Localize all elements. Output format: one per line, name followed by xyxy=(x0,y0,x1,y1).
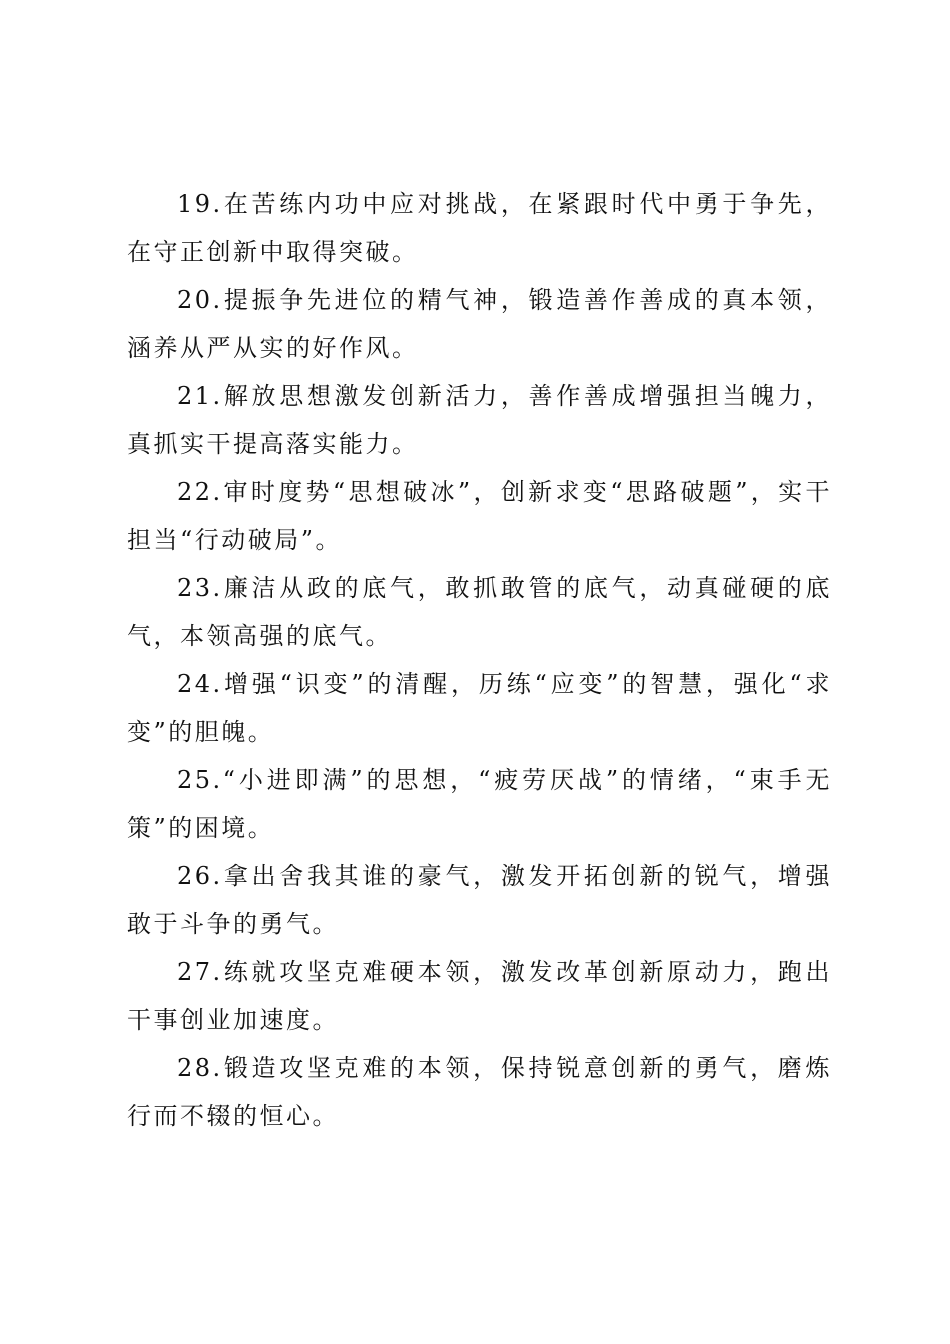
paragraph-27: 27.练就攻坚克难硬本领，激发改革创新原动力，跑出干事创业加速度。 xyxy=(127,958,832,1034)
paragraph-25: 25.“小进即满”的思想，“疲劳厌战”的情绪，“束手无策”的困境。 xyxy=(127,766,832,842)
document-body xyxy=(127,180,832,1140)
paragraph-22: 22.审时度势“思想破冰”，创新求变“思路破题”，实干担当“行动破局”。 xyxy=(127,478,832,554)
paragraph-24: 24.增强“识变”的清醒，历练“应变”的智慧，强化“求变”的胆魄。 xyxy=(127,670,832,746)
paragraph-26: 26.拿出舍我其谁的豪气，激发开拓创新的锐气，增强敢于斗争的勇气。 xyxy=(127,862,832,938)
paragraph-19: 19.在苦练内功中应对挑战，在紧跟时代中勇于争先，在守正创新中取得突破。 xyxy=(127,190,832,266)
paragraph-28: 28.锻造攻坚克难的本领，保持锐意创新的勇气，磨炼行而不辍的恒心。 xyxy=(127,1054,832,1130)
paragraph-23: 23.廉洁从政的底气，敢抓敢管的底气，动真碰硬的底气，本领高强的底气。 xyxy=(127,574,832,650)
paragraph-20: 20.提振争先进位的精气神，锻造善作善成的真本领，涵养从严从实的好作风。 xyxy=(127,286,832,362)
paragraph-21: 21.解放思想激发创新活力，善作善成增强担当魄力，真抓实干提高落实能力。 xyxy=(127,382,832,458)
